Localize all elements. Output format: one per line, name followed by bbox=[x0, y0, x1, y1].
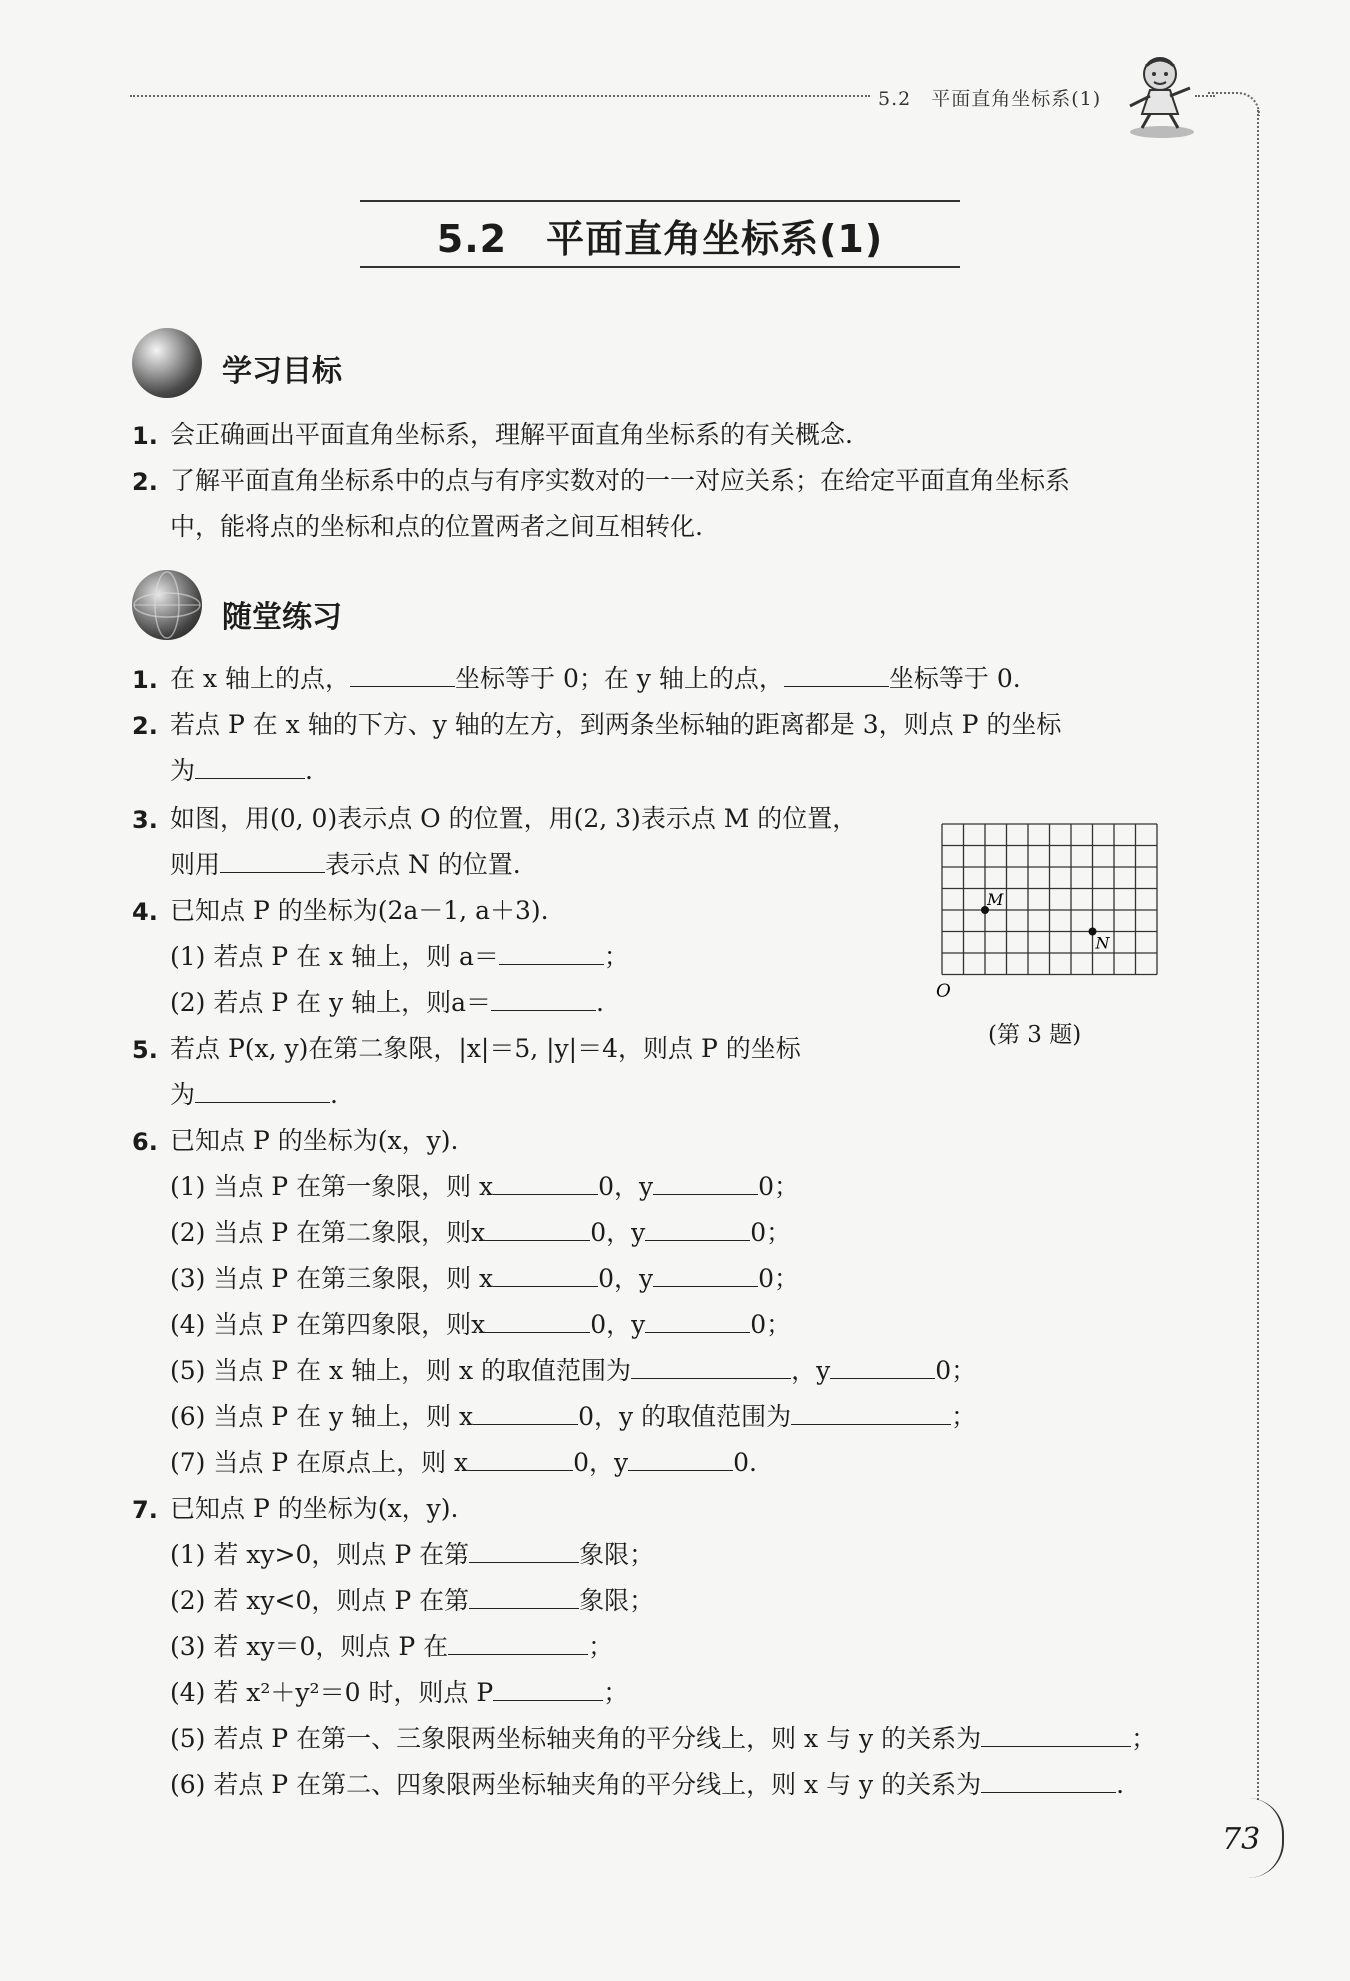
q5-part-a: 为 bbox=[170, 1080, 196, 1109]
label-n: N bbox=[1095, 933, 1110, 953]
q7-p1-b: 象限； bbox=[579, 1540, 655, 1569]
q6-p6-blank-x[interactable] bbox=[473, 1402, 578, 1425]
q5-line1: 若点 P(x, y)在第二象限，|x|＝5, |y|＝4，则点 P 的坐标 bbox=[170, 1034, 801, 1063]
q6-p4-blank-y[interactable] bbox=[645, 1310, 750, 1333]
q7-p5-b: ； bbox=[1131, 1724, 1157, 1753]
q7-part-6 bbox=[170, 1770, 1124, 1800]
right-margin-rule bbox=[1257, 110, 1259, 1800]
header-rule-left bbox=[130, 95, 870, 97]
q6-p5-blank-range[interactable] bbox=[631, 1356, 791, 1379]
q7-p1-blank[interactable] bbox=[469, 1540, 579, 1563]
q2-line1: 若点 P 在 x 轴的下方、y 轴的左方，到两条坐标轴的距离都是 3，则点 P 的坐标 bbox=[170, 710, 1062, 739]
q6-p7-c: 0. bbox=[733, 1448, 758, 1477]
q2-part-b: . bbox=[305, 756, 313, 785]
q6-p6-blank-range[interactable] bbox=[791, 1402, 951, 1425]
q6-part-7 bbox=[170, 1448, 757, 1478]
title-rule-top bbox=[360, 200, 960, 202]
q3-number: 3. bbox=[132, 806, 158, 834]
q6-p2-b: 0，y bbox=[590, 1218, 646, 1247]
goal-1-number: 1. bbox=[132, 422, 158, 450]
q7-p2-b: 象限； bbox=[579, 1586, 655, 1615]
q6-p5-c: 0； bbox=[935, 1356, 977, 1385]
q4-part1 bbox=[170, 942, 629, 972]
figure-caption: (第 3 题) bbox=[988, 1022, 1082, 1048]
q2-part-a: 为 bbox=[170, 756, 196, 785]
q4-part1-text: (1) 若点 P 在 x 轴上，则 a＝ bbox=[170, 942, 499, 971]
q1-text bbox=[170, 664, 1021, 694]
q6-p4-blank-x[interactable] bbox=[485, 1310, 590, 1333]
q6-part-6 bbox=[170, 1402, 976, 1432]
q7-p2-blank[interactable] bbox=[469, 1586, 579, 1609]
header-rule-corner bbox=[1208, 92, 1260, 116]
q6-p2-c: 0； bbox=[750, 1218, 792, 1247]
q7-p3-a: (3) 若 xy＝0，则点 P 在 bbox=[170, 1632, 449, 1661]
globe-icon bbox=[132, 570, 202, 640]
q6-p7-b: 0，y bbox=[573, 1448, 629, 1477]
q4-part2 bbox=[170, 988, 604, 1018]
goal-2-text-line1: 了解平面直角坐标系中的点与有序实数对的一一对应关系；在给定平面直角坐标系 bbox=[170, 466, 1071, 495]
q4-number: 4. bbox=[132, 898, 158, 926]
q4-blank-1[interactable] bbox=[499, 942, 604, 965]
q6-part-2 bbox=[170, 1218, 791, 1248]
q6-p1-a: (1) 当点 P 在第一象限，则 x bbox=[170, 1172, 494, 1201]
q7-p4-b: ； bbox=[603, 1678, 629, 1707]
mascot-icon bbox=[1120, 52, 1200, 140]
q7-p1-a: (1) 若 xy>0，则点 P 在第 bbox=[170, 1540, 470, 1569]
q7-stem: 已知点 P 的坐标为(x，y). bbox=[170, 1494, 459, 1523]
q6-p6-b: 0，y 的取值范围为 bbox=[578, 1402, 792, 1431]
q5-blank[interactable] bbox=[195, 1080, 330, 1103]
q6-part-1 bbox=[170, 1172, 799, 1202]
q2-blank[interactable] bbox=[195, 756, 305, 779]
q7-part-5 bbox=[170, 1724, 1156, 1754]
q7-part-1 bbox=[170, 1540, 654, 1570]
q5-part-b: . bbox=[330, 1080, 338, 1109]
coordinate-grid-figure bbox=[936, 820, 1178, 1002]
q1-part-c: 坐标等于 0. bbox=[888, 664, 1021, 693]
q7-part-2 bbox=[170, 1586, 654, 1616]
q7-p6-blank[interactable] bbox=[981, 1770, 1116, 1793]
q7-p2-a: (2) 若 xy<0，则点 P 在第 bbox=[170, 1586, 470, 1615]
q6-part-5 bbox=[170, 1356, 976, 1386]
q1-part-b: 坐标等于 0；在 y 轴上的点， bbox=[455, 664, 784, 693]
q3-part-b: 表示点 N 的位置. bbox=[325, 850, 521, 879]
q6-p1-blank-y[interactable] bbox=[653, 1172, 758, 1195]
q6-p1-blank-x[interactable] bbox=[493, 1172, 598, 1195]
title-rule-bottom bbox=[360, 266, 960, 268]
q6-p7-blank-x[interactable] bbox=[468, 1448, 573, 1471]
q1-blank-1[interactable] bbox=[350, 664, 455, 687]
q6-p4-b: 0，y bbox=[590, 1310, 646, 1339]
q1-part-a: 在 x 轴上的点， bbox=[170, 664, 350, 693]
q1-number: 1. bbox=[132, 666, 158, 694]
q3-blank[interactable] bbox=[220, 850, 325, 873]
q7-p4-blank[interactable] bbox=[493, 1678, 603, 1701]
q6-p5-a: (5) 当点 P 在 x 轴上，则 x 的取值范围为 bbox=[170, 1356, 632, 1385]
q6-p4-c: 0； bbox=[750, 1310, 792, 1339]
section-heading-practice: 随堂练习 bbox=[222, 600, 342, 635]
q2-number: 2. bbox=[132, 712, 158, 740]
q6-p3-blank-x[interactable] bbox=[493, 1264, 598, 1287]
q5-number: 5. bbox=[132, 1036, 158, 1064]
q4-part2-text: (2) 若点 P 在 y 轴上，则a＝ bbox=[170, 988, 491, 1017]
q7-p3-blank[interactable] bbox=[448, 1632, 588, 1655]
q7-part-4 bbox=[170, 1678, 628, 1708]
q6-part-3 bbox=[170, 1264, 799, 1294]
q5-line2 bbox=[170, 1080, 338, 1110]
q6-p2-blank-y[interactable] bbox=[645, 1218, 750, 1241]
page-number: 73 bbox=[1222, 1822, 1261, 1857]
goal-2-number: 2. bbox=[132, 468, 158, 496]
q7-number: 7. bbox=[132, 1496, 158, 1524]
q6-p3-c: 0； bbox=[758, 1264, 800, 1293]
q3-line1: 如图，用(0, 0)表示点 O 的位置，用(2, 3)表示点 M 的位置， bbox=[170, 804, 858, 833]
q3-part-a: 则用 bbox=[170, 850, 221, 879]
q7-p4-a: (4) 若 x²＋y²＝0 时，则点 P bbox=[170, 1678, 494, 1707]
q7-p6-a: (6) 若点 P 在第二、四象限两坐标轴夹角的平分线上，则 x 与 y 的关系为 bbox=[170, 1770, 982, 1799]
section-ball-icon bbox=[132, 328, 202, 398]
q6-number: 6. bbox=[132, 1128, 158, 1156]
page-title: 5.2 平面直角坐标系(1) bbox=[436, 217, 884, 261]
q4-part1-end: ； bbox=[603, 942, 629, 971]
q4-stem: 已知点 P 的坐标为(2a－1, a＋3). bbox=[170, 896, 549, 925]
q6-p2-a: (2) 当点 P 在第二象限，则x bbox=[170, 1218, 486, 1247]
goal-1-text: 会正确画出平面直角坐标系，理解平面直角坐标系的有关概念. bbox=[170, 420, 853, 449]
q6-p1-b: 0，y bbox=[598, 1172, 654, 1201]
q6-p3-a: (3) 当点 P 在第三象限，则 x bbox=[170, 1264, 494, 1293]
q6-p7-a: (7) 当点 P 在原点上，则 x bbox=[170, 1448, 469, 1477]
q6-p6-c: ； bbox=[951, 1402, 977, 1431]
q6-p3-b: 0，y bbox=[598, 1264, 654, 1293]
q6-p1-c: 0； bbox=[758, 1172, 800, 1201]
q6-p6-a: (6) 当点 P 在 y 轴上，则 x bbox=[170, 1402, 474, 1431]
goal-2-text-line2: 中，能将点的坐标和点的位置两者之间互相转化. bbox=[170, 512, 703, 541]
q6-p2-blank-x[interactable] bbox=[485, 1218, 590, 1241]
q6-p3-blank-y[interactable] bbox=[653, 1264, 758, 1287]
q7-part-3 bbox=[170, 1632, 613, 1662]
q6-part-4 bbox=[170, 1310, 791, 1340]
page-number-arc bbox=[1248, 1798, 1284, 1878]
q1-blank-2[interactable] bbox=[784, 664, 889, 687]
label-origin: O bbox=[936, 980, 951, 1002]
section-heading-goals: 学习目标 bbox=[222, 354, 342, 389]
q2-line2 bbox=[170, 756, 313, 786]
q4-part2-end: . bbox=[596, 988, 604, 1017]
q7-p5-blank[interactable] bbox=[981, 1724, 1131, 1747]
running-title: 5.2 平面直角坐标系(1) bbox=[878, 88, 1102, 110]
q3-line2 bbox=[170, 850, 521, 880]
q6-p7-blank-y[interactable] bbox=[628, 1448, 733, 1471]
q6-p4-a: (4) 当点 P 在第四象限，则x bbox=[170, 1310, 486, 1339]
q6-p5-b: ，y bbox=[791, 1356, 831, 1385]
q6-stem: 已知点 P 的坐标为(x，y). bbox=[170, 1126, 459, 1155]
grid-svg bbox=[936, 820, 1178, 1002]
q7-p6-b: . bbox=[1116, 1770, 1125, 1799]
q6-p5-blank-y[interactable] bbox=[830, 1356, 935, 1379]
q7-p3-b: ； bbox=[588, 1632, 614, 1661]
q7-p5-a: (5) 若点 P 在第一、三象限两坐标轴夹角的平分线上，则 x 与 y 的关系为 bbox=[170, 1724, 982, 1753]
label-m: M bbox=[987, 890, 1004, 909]
q4-blank-2[interactable] bbox=[491, 988, 596, 1011]
